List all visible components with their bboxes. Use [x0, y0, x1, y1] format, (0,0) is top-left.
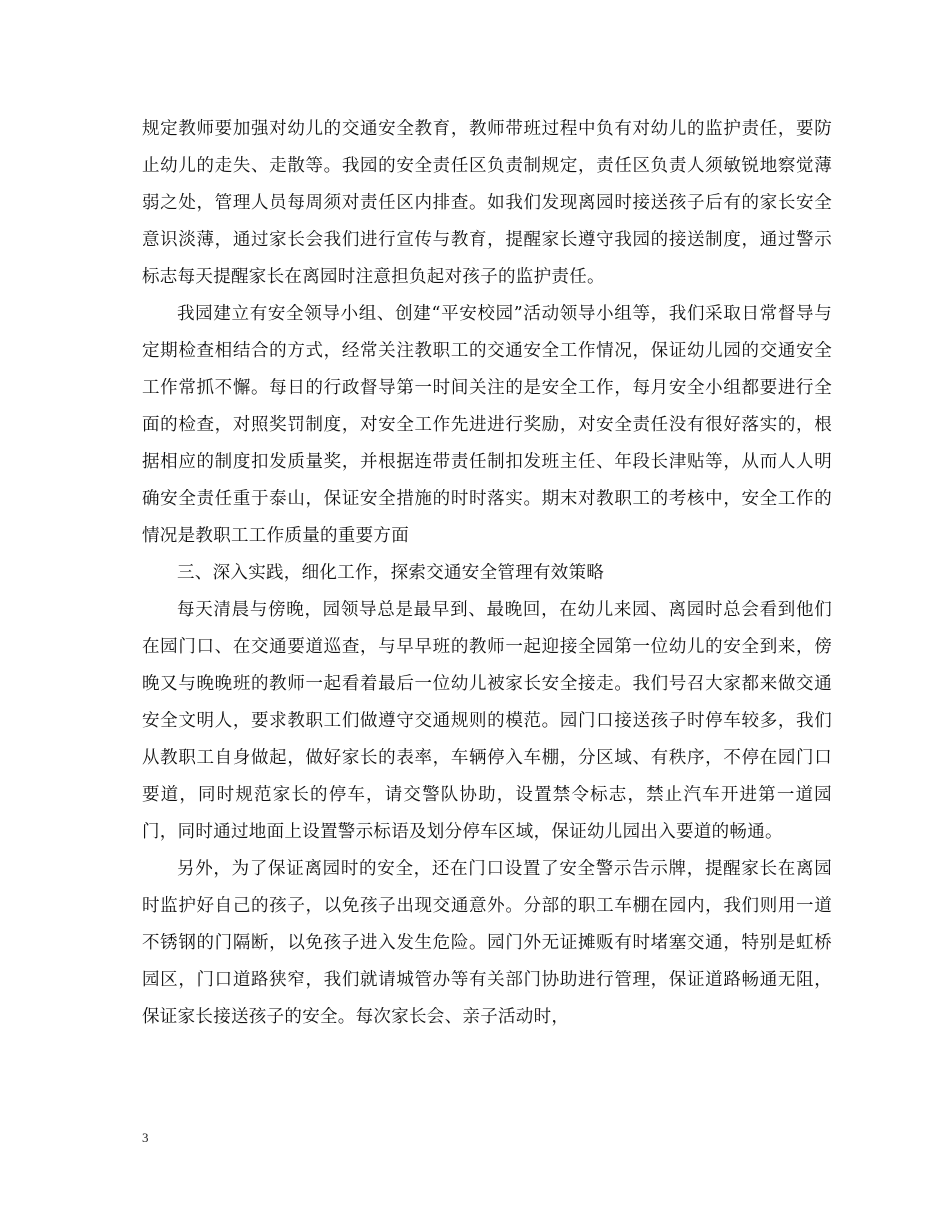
section-heading: 三、深入实践，细化工作，探索交通安全管理有效策略 — [177, 563, 605, 583]
page-number: 3 — [142, 1130, 149, 1145]
paragraph-3: 每天清晨与傍晚，园领导总是最早到、最晚回，在幼儿来园、离园时总会看到他们在园门口、在交通要道巡查，与早早班的教师一起迎接全园第一位幼儿的安全到来，傍晚又与晚晚班的教师一起看着最后一位幼儿被家长安全接走。我们号召大家都来做交通安全文明人，要求教职工们做遵守交通规则的模范。园门口接送孩子时停车较多，我们从教职工自身做起，做好家长的表率，车辆停入车棚，分区域、有秩序，不停在园门口要道，同时规范家长的停车，请交警队协助，设置禁令标志，禁止汽车开进第一道园门，同时通过地面上设置警示标语及划分停车区域，保证幼儿园出入要道的畅通。 — [142, 600, 832, 842]
paragraph-4: 另外，为了保证离园时的安全，还在门口设置了安全警示告示牌，提醒家长在离园时监护好自己的孩子，以免孩子出现交通意外。分部的职工车棚在园内，我们则用一道不锈钢的门隔断，以免孩子进入发生危险。园门外无证摊贩有时堵塞交通，特别是虹桥园区，门口道路狭窄，我们就请城管办等有关部门协助进行管理，保证道路畅通无阻，保证家长接送孩子的安全。每次家长会、亲子活动时， — [142, 859, 832, 1027]
paragraph-2: 我园建立有安全领导小组、创建“平安校园”活动领导小组等，我们采取日常督导与定期检查相结合的方式，经常关注教职工的交通安全工作情况，保证幼儿园的交通安全工作常抓不懈。每日的行政督导第一时间关注的是安全工作，每月安全小组都要进行全面的检查，对照奖罚制度，对安全工作先进进行奖励，对安全责任没有很好落实的，根据相应的制度扣发质量奖，并根据连带责任制扣发班主任、年段长津贴等，从而人人明确安全责任重于泰山，保证安全措施的时时落实。期末对教职工的考核中，安全工作的情况是教职工工作质量的重要方面 — [142, 304, 832, 546]
document-body — [142, 111, 832, 1036]
paragraph-1: 规定教师要加强对幼儿的交通安全教育，教师带班过程中负有对幼儿的监护责任，要防止幼儿的走失、走散等。我园的安全责任区负责制规定，责任区负责人须敏锐地察觉薄弱之处，管理人员每周须对责任区内排查。如我们发现离园时接送孩子后有的家长安全意识淡薄，通过家长会我们进行宣传与教育，提醒家长遵守我园的接送制度，通过警示标志每天提醒家长在离园时注意担负起对孩子的监护责任。 — [142, 119, 832, 287]
